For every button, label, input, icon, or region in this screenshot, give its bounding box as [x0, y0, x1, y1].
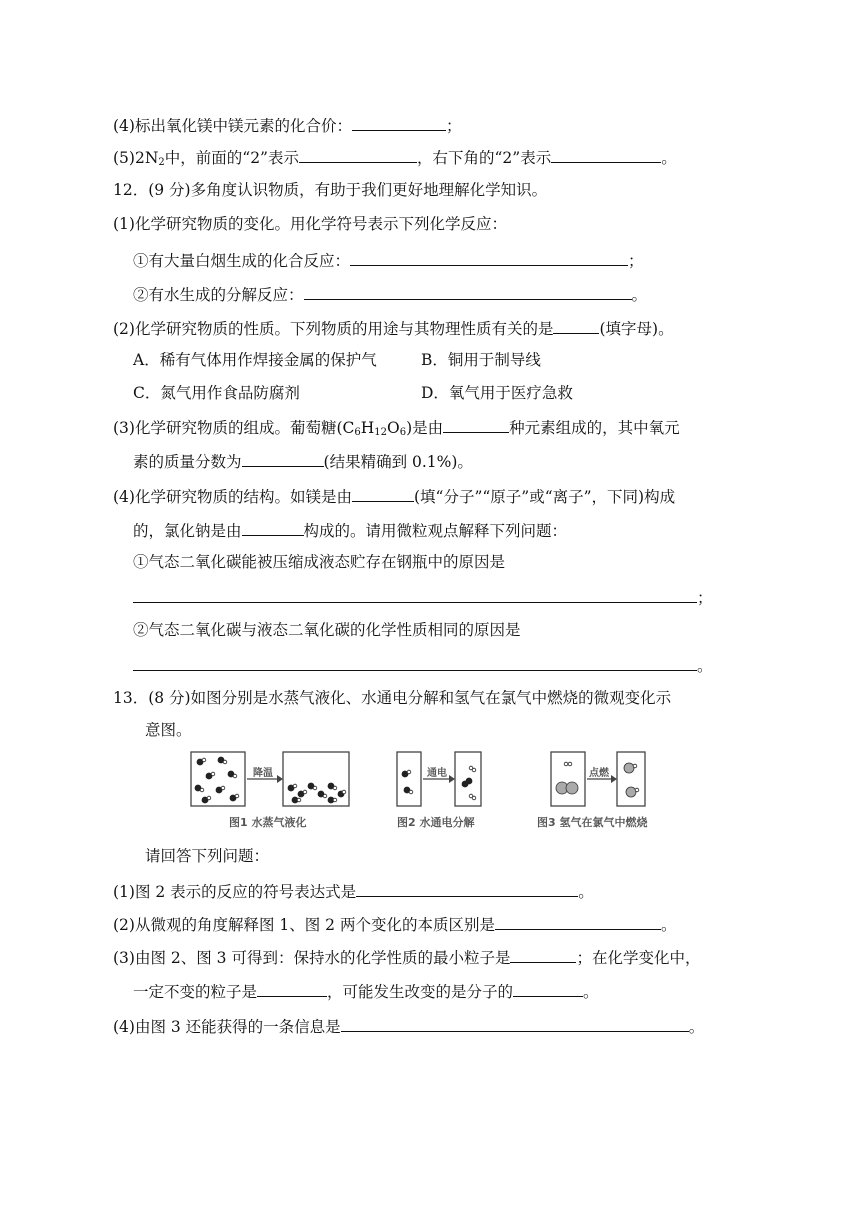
figure-group [185, 750, 675, 832]
fig2-before-box [397, 752, 421, 806]
question-12-4-b: ②气态二氧化碳与液态二氧化碳的化学性质相同的原因是 [133, 621, 521, 639]
fig3-after-box [617, 752, 645, 806]
question-11-5: $(5)2N_2$中，前面的“2”表示 ，右下角的“2”表示 。 [113, 146, 677, 168]
option-c: C．氮气用作食品防腐剂 [133, 384, 300, 402]
fig2-arrow-label: 通电 [427, 768, 447, 779]
question-13-2: (2)从微观的角度解释图 1、图 2 两个变化的本质区别是 。 [113, 913, 676, 935]
question-13-1: (1)图 2 表示的反应的符号表达式是 。 [113, 880, 594, 902]
question-12-4-a-answer: ； [133, 586, 713, 608]
question-13-3: (3)由图 2、图 3 可得到：保持水的化学性质的最小粒子是 ；在化学变化中， [113, 946, 700, 968]
question-12-3-cont: 素的质量分数为 (结果精确到 0.1%)。 [133, 450, 473, 472]
question-12-1-a: ①有大量白烟生成的化合反应： ； [133, 249, 644, 271]
fig1-caption: 图1 水蒸气液化 [229, 816, 307, 829]
answer-blank[interactable] [299, 146, 417, 163]
question-12-1-b: ②有水生成的分解反应： 。 [133, 283, 647, 305]
answer-blank[interactable] [304, 283, 632, 300]
option-b: B．铜用于制导线 [421, 351, 541, 369]
question-13-title: 13．(8 分)如图分别是水蒸气液化、水通电分解和氢气在氯气中燃烧的微观变化示 [113, 689, 672, 707]
fig1-arrow-label: 降温 [253, 768, 273, 779]
fig3-arrow-label: 点燃 [589, 768, 609, 779]
question-12-4: (4)化学研究物质的结构。如镁是由 (填“分子”“原子”或“离子”，下同)构成 [113, 485, 675, 507]
fig3-caption: 图3 氢气在氯气中燃烧 [537, 816, 648, 829]
question-12-2: (2)化学研究物质的性质。下列物质的用途与其物理性质有关的是 (填字母)。 [113, 317, 674, 339]
question-12-title: 12．(9 分)多角度认识物质，有助于我们更好地理解化学知识。 [113, 181, 548, 199]
question-13-title-cont: 意图。 [145, 721, 192, 739]
micro-diagrams [185, 750, 675, 812]
answer-blank[interactable] [495, 913, 661, 930]
answer-blank[interactable] [133, 654, 697, 671]
question-13-prompt: 请回答下列问题： [145, 847, 270, 865]
question-11-4: (4)标出氧化镁中镁元素的化合价： ； [113, 114, 461, 136]
option-a: A．稀有气体用作焊接金属的保护气 [133, 351, 377, 369]
question-12-1: (1)化学研究物质的变化。用化学符号表示下列化学反应： [113, 215, 507, 233]
answer-blank[interactable] [350, 249, 628, 266]
answer-blank[interactable] [242, 450, 324, 467]
question-12-4-a: ①气态二氧化碳能被压缩成液态贮存在钢瓶中的原因是 [133, 553, 506, 571]
question-13-4: (4)由图 3 还能获得的一条信息是 。 [113, 1015, 704, 1037]
question-12-4-cont: 的，氯化钠是由 构成的。请用微粒观点解释下列问题： [133, 519, 567, 541]
answer-blank[interactable] [257, 980, 327, 997]
fig3-before-box [551, 752, 585, 806]
answer-blank[interactable] [133, 586, 697, 603]
question-12-3: (3)化学研究物质的组成。葡萄糖$(C_6H_{12}O_6)$是由 种元素组成的，其中氧元 [113, 416, 680, 438]
answer-blank[interactable] [356, 880, 578, 897]
answer-blank[interactable] [443, 416, 509, 433]
answer-blank[interactable] [242, 519, 304, 536]
answer-blank[interactable] [352, 114, 446, 131]
option-d: D．氧气用于医疗急救 [421, 384, 573, 402]
question-13-3-cont: 一定不变的粒子是 ，可能发生改变的是分子的 。 [133, 980, 599, 1002]
question-12-4-b-answer: 。 [133, 654, 713, 676]
answer-blank[interactable] [513, 980, 583, 997]
answer-blank[interactable] [553, 317, 599, 334]
fig2-caption: 图2 水通电分解 [397, 816, 475, 829]
answer-blank[interactable] [352, 485, 414, 502]
answer-blank[interactable] [551, 146, 661, 163]
answer-blank[interactable] [341, 1015, 689, 1032]
answer-blank[interactable] [510, 946, 576, 963]
